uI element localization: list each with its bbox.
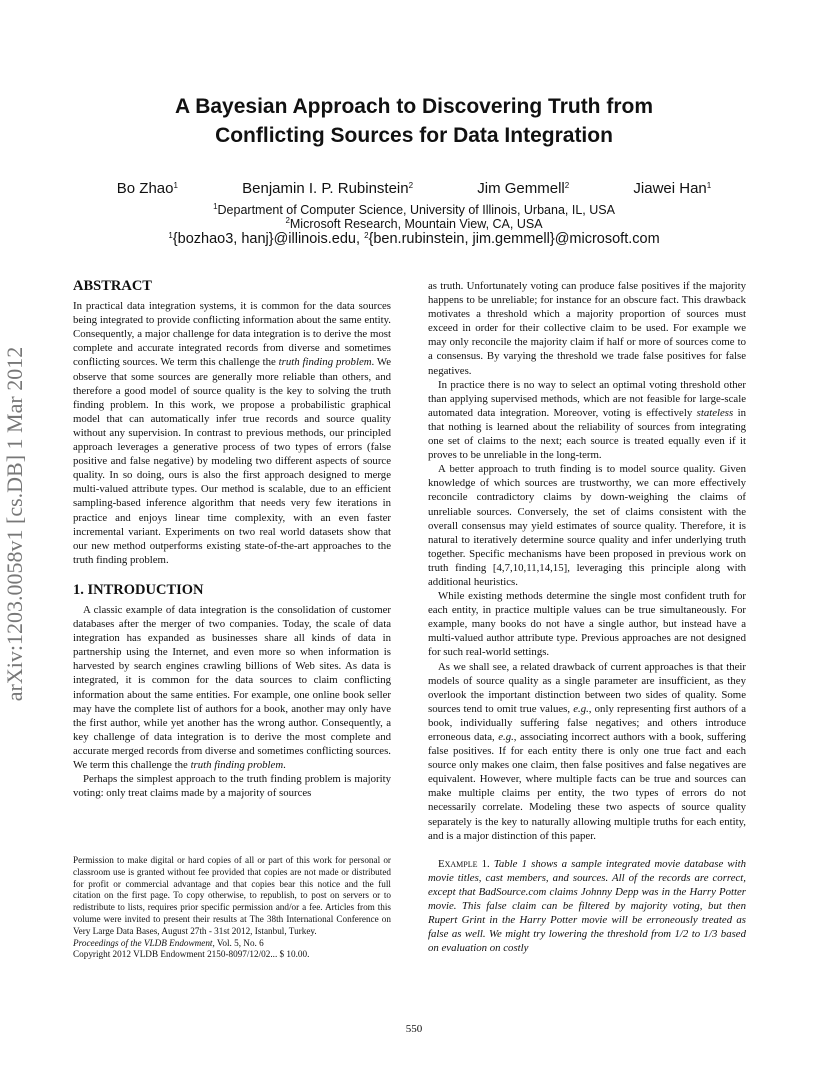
permission-notice [73, 855, 391, 961]
author-4: Jiawei Han$^1$ [633, 180, 712, 197]
intro-paragraph-7: As we shall see, a related drawback of current approaches is that their models of source quality as a single parameter are insufficient, as they overlook the important distinction between two sides of quality. Some sources tend to omit true values, e.g., only representing first authors of a book, individually suffering false negatives; and others introduce erroneous data, e.g., associating incorrect authors with a book, suffering false positives. If for each entity there is only one true fact and each source only makes one claim, then false positives and false negatives are equivalent. However, where multiple facts can be true and sources can make multiple claims per entity, the two types of errors do not necessarily correlate. Modeling these two aspects of source quality separately is the key to naturally allowing multiple truths for each entity, and is a major distinction of this paper. [428, 660, 746, 842]
title-line-1: A Bayesian Approach to Discovering Truth from [174, 95, 654, 118]
paper-title [0, 92, 828, 150]
permission-text: Permission to make digital or hard copies of all or part of this work for personal or classroom use is granted without fee provided that copies are not made or distributed for profit or commercial advantage and that copies bear this notice and the full citation on the first page. To copy otherwise, to republish, to post on servers or to redistribute to lists, requires prior specific permission and/or a fee. Articles from this volume were invited to present their results at The 38th International Conference on Very Large Data Bases, August 27th - 31st 2012, Istanbul, Turkey. [73, 855, 391, 936]
proceedings-line: Proceedings of the VLDB Endowment, Vol. 5, No. 6 [73, 937, 264, 948]
copyright-line: Copyright 2012 VLDB Endowment 2150-8097/12/02... $ 10.00. [73, 949, 310, 960]
author-emails: $^1${bozhao3, hanj}@illinois.edu, $^2${ben.rubinstein, jim.gemmell}@microsoft.com [168, 231, 660, 247]
author-list [0, 180, 828, 197]
intro-paragraph-5: A better approach to truth finding is to model source quality. Given knowledge of which sources are trustworthy, we can more effectively reconcile contradictory claims by down-weighing the claims of unreliable sources. Conversely, the set of claims consistent with the overall consensus may yield estimates of source quality. Therefore, it is natural to iteratively determine source quality and infer underlying truth together. Specific mechanisms have been proposed in previous work on truth finding [4,7,10,11,14,15], leveraging this principle along with additional heuristics. [428, 463, 746, 588]
page-number: 550 [405, 1023, 423, 1035]
author-1: Bo Zhao$^1$ [116, 180, 178, 197]
abstract-heading: ABSTRACT [73, 278, 152, 294]
abstract-text: In practical data integration systems, it is common for the data sources being integrated to provide conflicting information about the same entity. Consequently, a major challenge for data integration is to derive the most complete and accurate integrated records from diverse and sometimes conflicting sources. We term this challenge the truth finding problem. We observe that some sources are generally more reliable than others, and therefore a good model of source quality is the key to solving the truth finding problem. In this work, we propose a probabilistic graphical model that can automatically infer true records and source quality without any supervision. In contrast to previous methods, our principled approach leverages a generative process of two types of errors (false positive and false negative) by modeling two different aspects of source quality. In so doing, ours is also the first approach designed to merge multi-valued attribute types. Our method is scalable, due to an efficient sampling-based inference algorithm that needs very few iterations in practice and enjoys linear time complexity, with an even faster incremental variant. Experiments on two real world datasets show that our new method outperforms existing state-of-the-art approaches to the truth finding problem. [73, 300, 392, 566]
affiliation-1: $^1$Department of Computer Science, University of Illinois, Urbana, IL, USA [213, 202, 615, 218]
intro-paragraph-2: Perhaps the simplest approach to the truth finding problem is majority voting: only treat claims made by a majority of sources [73, 773, 391, 800]
author-3: Jim Gemmell$^2$ [477, 180, 570, 197]
intro-paragraph-6: While existing methods determine the single most confident truth for each entity, in practice multiple values can be true simultaneously. For example, many books do not have a single author, but instead have a multi-valued author attribute type. Previous approaches are not designed for such real-world settings. [428, 590, 746, 659]
affiliation-2: $^2$Microsoft Research, Mountain View, CA, USA [285, 216, 543, 232]
left-column [73, 279, 391, 800]
right-column [428, 279, 746, 955]
title-line-2: Conflicting Sources for Data Integration [215, 124, 613, 147]
intro-paragraph-3: as truth. Unfortunately voting can produce false positives if the majority happens to be unreliable; for instance for an obscure fact. This drawback motivates a threshold which a majority proportion of sources must exceed in order for their collective claim to be used. For example we may only reconcile the majority claim if half or more of sources come to a consensus. By varying the threshold we trade false positives for false negatives. [428, 280, 746, 377]
arxiv-identifier: arXiv:1203.0058v1 [cs.DB] 1 Mar 2012 [2, 346, 27, 702]
author-2: Benjamin I. P. Rubinstein$^2$ [242, 180, 414, 197]
introduction-heading: 1. INTRODUCTION [73, 581, 204, 598]
intro-paragraph-1: A classic example of data integration is the consolidation of customer databases after the merger of two companies. Today, the scale of data integration has expanded as businesses share all kinds of data in partnership using the Internet, and even more so when information is harvested by search engines crawling billions of Web sites. As data is integrated, it is common for the data sources to claim conflicting information about the same entities. For example, one online book seller may have the complete list of authors for a book, another may only have the first author, while yet another has the wrong author. Consequently, a key challenge of data integration is to derive the most complete and accurate merged records from diverse and sometimes conflicting sources. We term this challenge the truth finding problem. [73, 603, 391, 771]
intro-paragraph-4: In practice there is no way to select an optimal voting threshold other than applying supervised methods, which are not feasible for large-scale automated data integration. Moreover, voting is effectively stateless in that nothing is learned about the reliability of sources from integrating one set of claims to the next; each source is treated equally even if it proves to be unreliable in the long-term. [428, 378, 746, 462]
example-1: Example 1. Table 1 shows a sample integrated movie database with movie titles, cast members, and sources. All of the records are correct, except that BadSource.com claims Johnny Depp was in the Harry Potter movie. This false claim can be filtered by majority voting, but then Rupert Grint in the Harry Potter movie will be erroneously treated as false as well. We might try lowering the threshold from 1/2 to 1/3 based on evaluation on costly [428, 857, 746, 955]
